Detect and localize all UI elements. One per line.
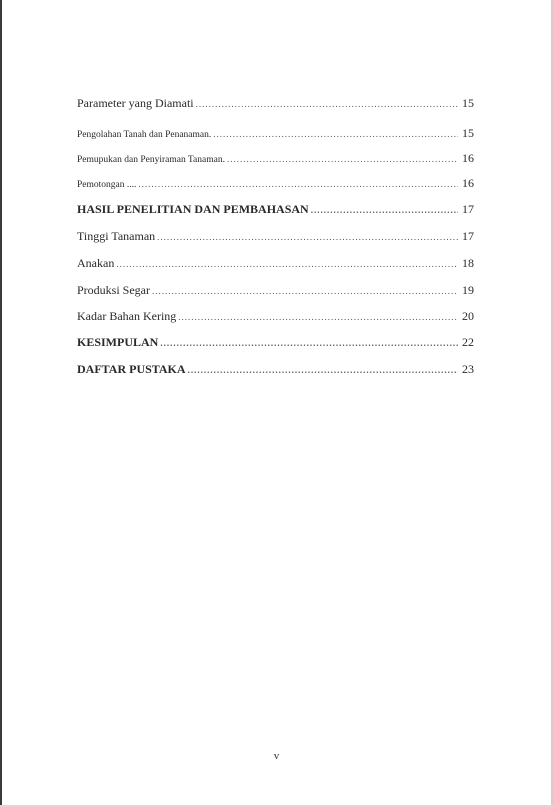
toc-entry-pemupukan[interactable] — [77, 151, 474, 166]
toc-entry-page: 18 — [462, 256, 474, 270]
toc-entry-anakan[interactable] — [77, 256, 474, 271]
toc-entry-pemotongan[interactable] — [77, 176, 474, 191]
toc-entry-hasil-penelitian[interactable] — [77, 202, 474, 217]
toc-leader-dots — [152, 286, 458, 296]
toc-entry-title: Produksi Segar — [77, 283, 150, 297]
toc-leader-dots — [116, 259, 458, 269]
toc-entry-title: HASIL PENELITIAN DAN PEMBAHASAN — [77, 202, 309, 216]
toc-entry-page: 16 — [462, 176, 474, 190]
toc-entry-pengolahan-tanah[interactable] — [77, 126, 474, 141]
toc-entry-title: Tinggi Tanaman — [77, 229, 156, 243]
toc-entry-produksi-segar[interactable] — [77, 283, 474, 298]
toc-entry-parameter-yang-diamati[interactable] — [77, 96, 474, 111]
toc-entry-title: Kadar Bahan Kering — [77, 309, 177, 323]
toc-entry-page: 20 — [462, 309, 474, 323]
toc-entry-title: DAFTAR PUSTAKA — [77, 362, 186, 376]
toc-entry-page: 16 — [462, 151, 474, 165]
toc-leader-dots — [178, 312, 458, 322]
toc-entry-title: KESIMPULAN — [77, 335, 159, 349]
toc-leader-dots — [160, 338, 458, 348]
toc-leader-dots — [138, 179, 458, 189]
page-number: v — [273, 750, 280, 762]
toc-entry-page: 15 — [462, 126, 474, 140]
toc-leader-dots — [196, 99, 458, 109]
page-left-edge — [0, 0, 2, 807]
toc-entry-title: Parameter yang Diamati — [77, 96, 194, 110]
toc-entry-title: Pengolahan Tanah dan Penanaman. — [77, 130, 212, 140]
toc-leader-dots — [188, 365, 458, 375]
toc-entry-kadar-bahan-kering[interactable] — [77, 309, 474, 324]
toc-entry-page: 17 — [462, 202, 474, 216]
toc-entry-title: Pemupukan dan Penyiraman Tanaman. — [77, 155, 225, 165]
toc-leader-dots — [213, 129, 458, 139]
toc-entry-page: 23 — [462, 362, 474, 376]
toc-entry-page: 22 — [462, 335, 474, 349]
toc-entry-title: Pemotongan .... — [77, 180, 137, 190]
toc-entry-page: 15 — [462, 96, 474, 110]
toc-entry-daftar-pustaka[interactable] — [77, 362, 474, 377]
toc-leader-dots — [311, 205, 458, 215]
toc-entry-page: 17 — [462, 229, 474, 243]
toc-leader-dots — [227, 154, 458, 164]
toc-entry-kesimpulan[interactable] — [77, 335, 474, 350]
toc-entry-title: Anakan — [77, 256, 115, 270]
toc-leader-dots — [157, 232, 458, 242]
toc-entry-page: 19 — [462, 283, 474, 297]
toc-entry-tinggi-tanaman[interactable] — [77, 229, 474, 244]
